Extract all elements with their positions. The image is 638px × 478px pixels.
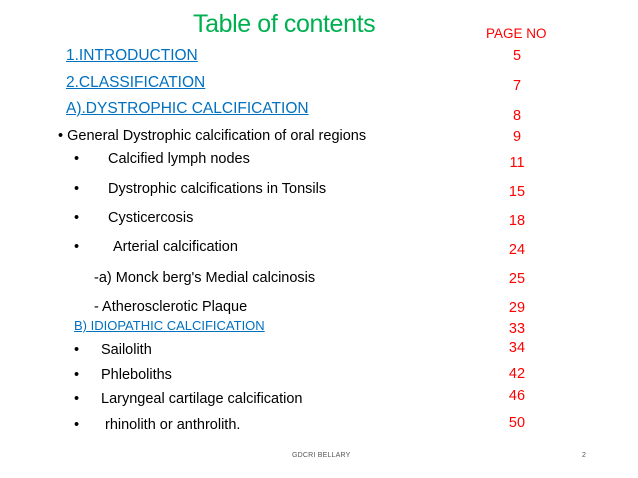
bullet: • xyxy=(74,417,80,433)
page-title: Table of contents xyxy=(193,10,376,38)
toc-entry-laryngeal-cartilage: Laryngeal cartilage calcification xyxy=(101,391,303,407)
toc-entry-introduction[interactable]: 1.INTRODUCTION xyxy=(66,47,198,64)
toc-entry-classification[interactable]: 2.CLASSIFICATION xyxy=(66,74,206,91)
slide-number: 2 xyxy=(582,452,586,459)
toc-page-monckeberg: 25 xyxy=(508,271,526,287)
toc-entry-arterial-calcification: Arterial calcification xyxy=(113,239,238,255)
footer-text: GDCRI BELLARY xyxy=(292,452,351,459)
toc-page-laryngeal-cartilage: 46 xyxy=(508,388,526,404)
toc-page-introduction: 5 xyxy=(512,48,522,64)
toc-page-cysticercosis: 18 xyxy=(508,213,526,229)
toc-page-idiopathic-calcification: 33 xyxy=(508,321,526,337)
toc-page-general-dystrophic: 9 xyxy=(512,129,522,145)
toc-entry-sailolith: Sailolith xyxy=(101,342,152,358)
toc-page-arterial-calcification: 24 xyxy=(508,242,526,258)
toc-entry-cysticercosis: Cysticercosis xyxy=(108,210,194,226)
toc-entry-idiopathic-calcification[interactable]: B) IDIOPATHIC CALCIFICATION xyxy=(74,318,265,333)
page-number-header: PAGE NO xyxy=(486,26,547,41)
bullet: • xyxy=(74,151,80,167)
toc-page-tonsils: 15 xyxy=(508,184,526,200)
toc-entry-tonsils: Dystrophic calcifications in Tonsils xyxy=(108,181,327,197)
toc-page-rhinolith: 50 xyxy=(508,415,526,431)
toc-entry-general-dystrophic: • General Dystrophic calcification of oral regions xyxy=(58,128,367,144)
toc-entry-atherosclerotic-plaque: - Atherosclerotic Plaque xyxy=(94,299,248,315)
toc-entry-phleboliths: Phleboliths xyxy=(101,367,172,383)
toc-entry-rhinolith: rhinolith or anthrolith. xyxy=(105,417,241,433)
bullet: • xyxy=(74,391,80,407)
toc-page-phleboliths: 42 xyxy=(508,366,526,382)
toc-page-dystrophic-calcification: 8 xyxy=(512,108,522,124)
bullet: • xyxy=(74,210,80,226)
bullet: • xyxy=(74,239,80,255)
toc-entry-monckeberg: -a) Monck berg's Medial calcinosis xyxy=(94,270,316,286)
toc-page-sailolith: 34 xyxy=(508,340,526,356)
bullet: • xyxy=(74,342,80,358)
toc-entry-dystrophic-calcification[interactable]: A).DYSTROPHIC CALCIFICATION xyxy=(66,100,309,117)
toc-entry-calcified-lymph-nodes: Calcified lymph nodes xyxy=(108,151,250,167)
bullet: • xyxy=(74,181,80,197)
toc-page-atherosclerotic-plaque: 29 xyxy=(508,300,526,316)
bullet: • xyxy=(74,367,80,383)
toc-page-classification: 7 xyxy=(512,78,522,94)
toc-page-calcified-lymph-nodes: 11 xyxy=(509,155,525,171)
